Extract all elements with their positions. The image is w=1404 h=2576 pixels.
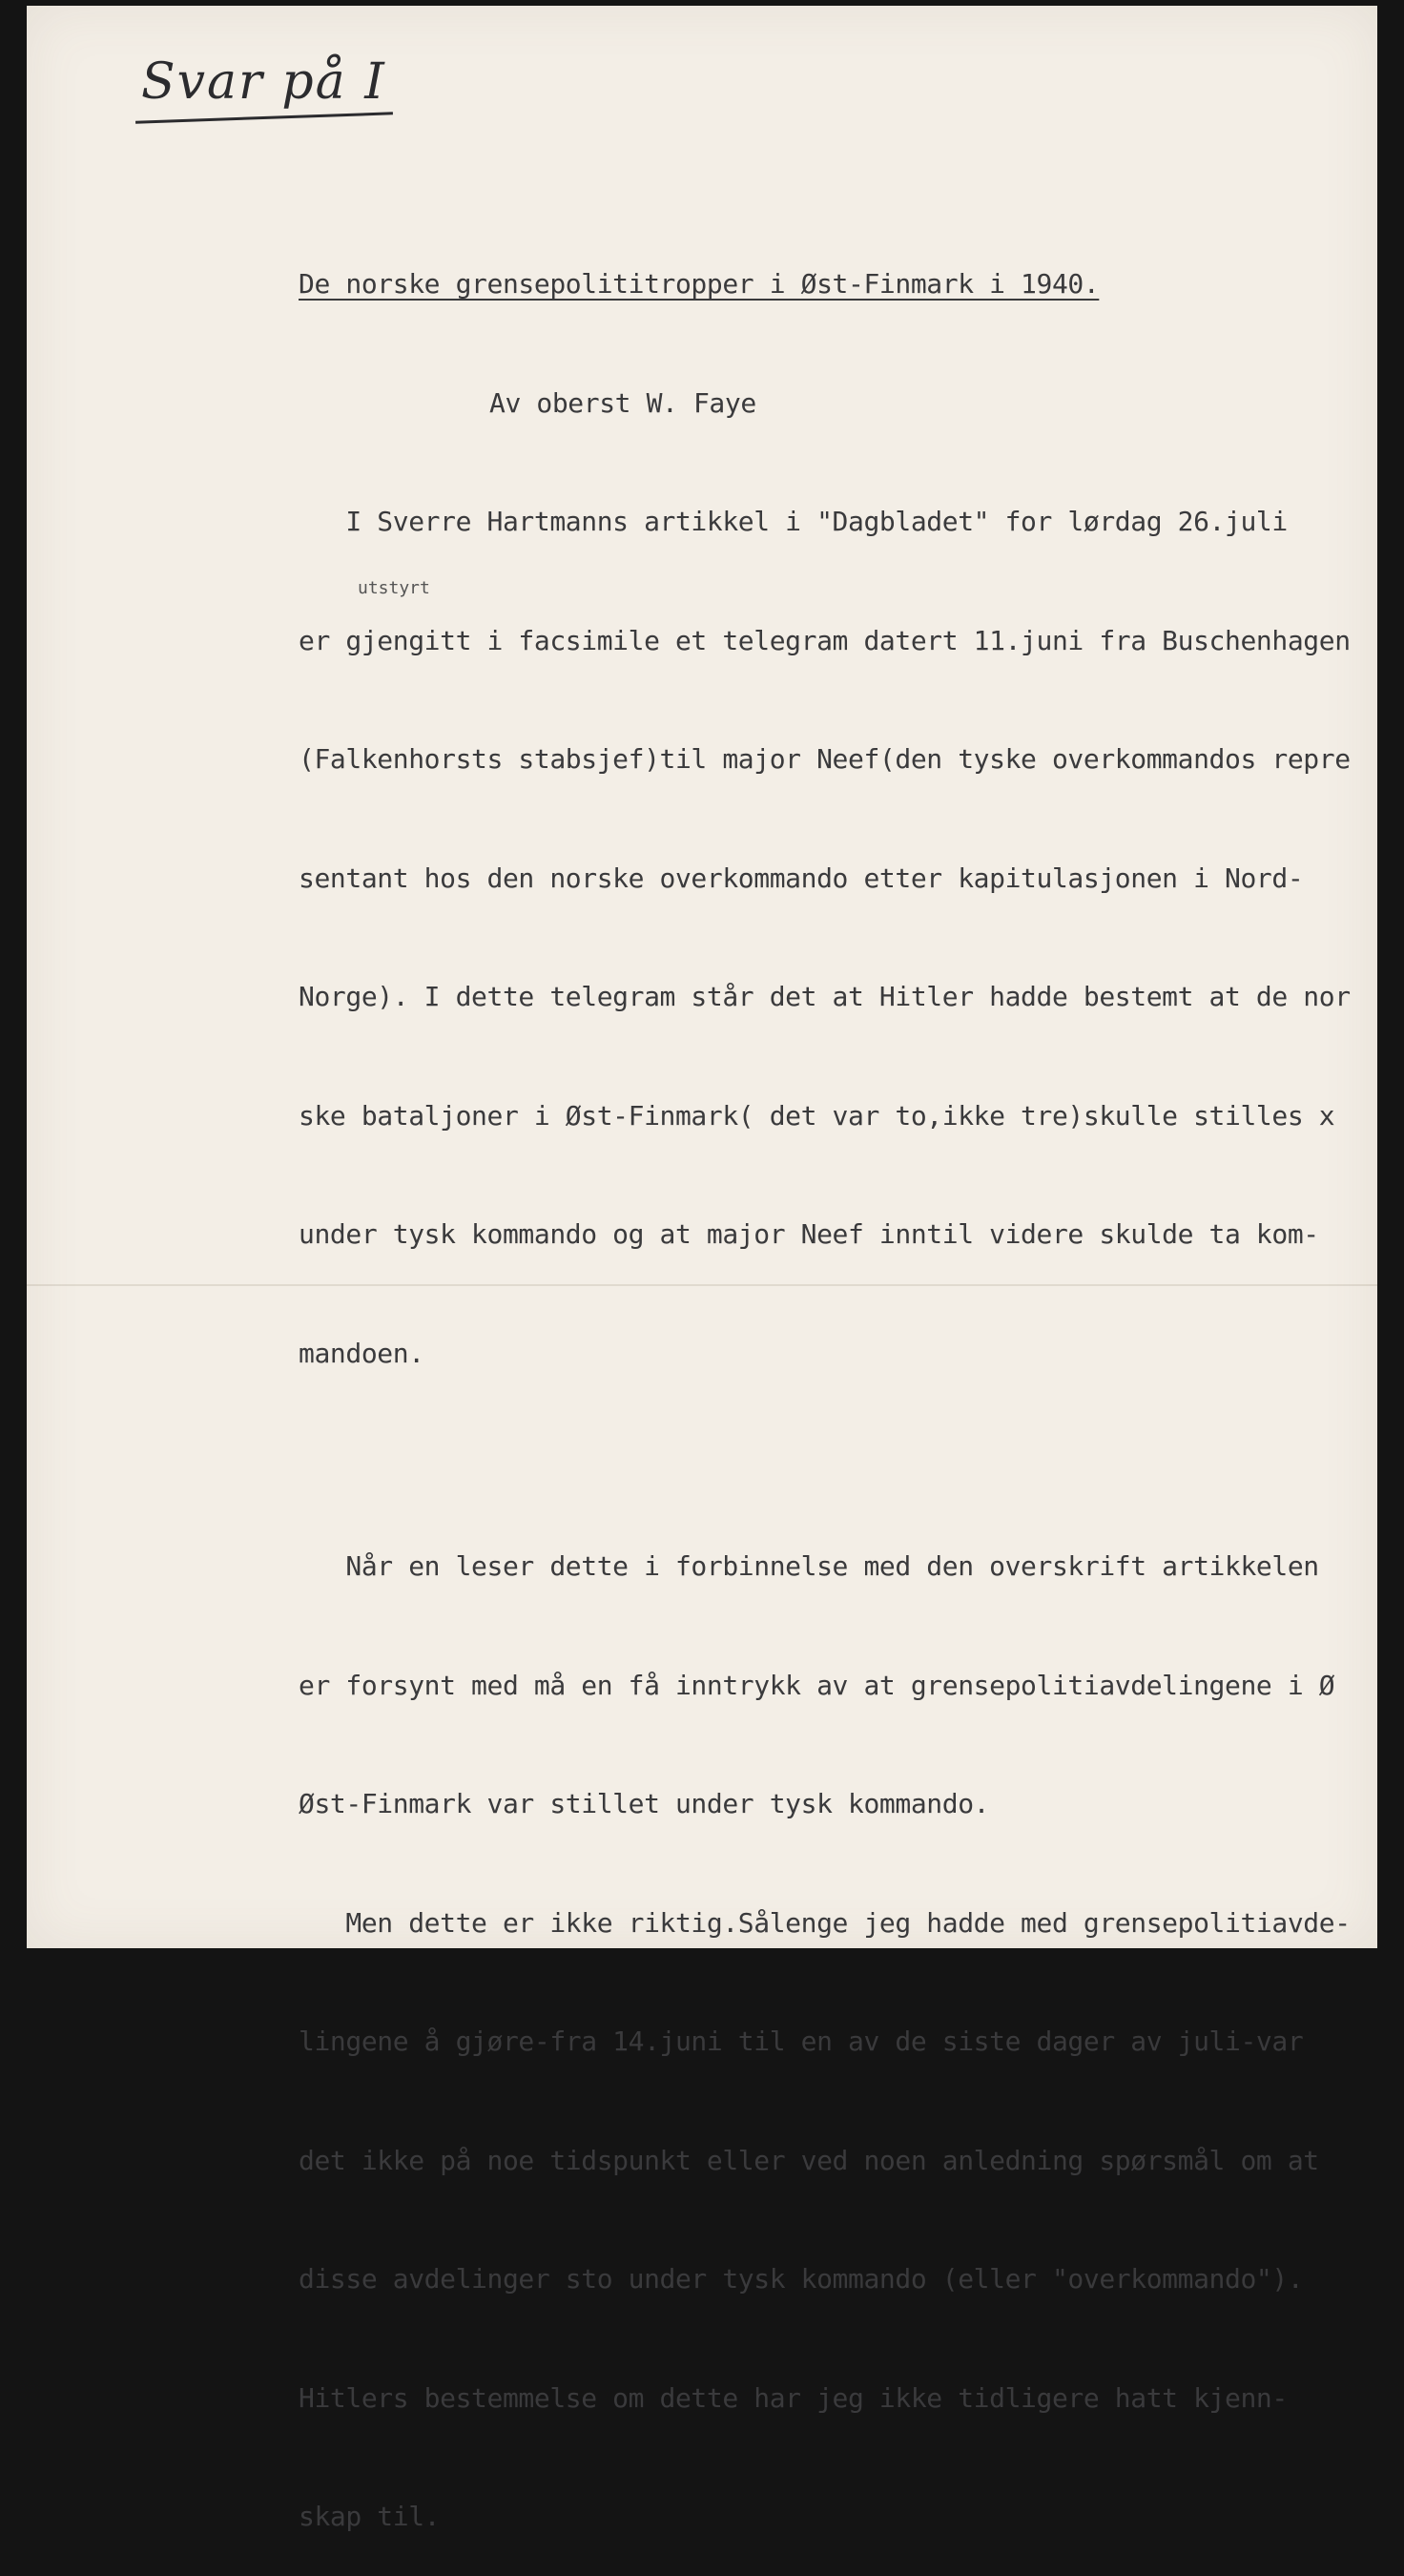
typed-text — [299, 185, 1367, 2576]
handwritten-note: Svar på I — [141, 53, 386, 111]
text-line: Men dette er ikke riktig.Sålenge jeg hadde med grensepolitiavde- — [299, 1906, 1351, 1939]
text-line: mandoen. — [299, 1337, 424, 1369]
text-line: Øst-Finmark var stillet under tysk kommando. — [299, 1788, 990, 1819]
text-line: Norge). I dette telegram står det at Hitler hadde bestemt at de nor — [299, 981, 1351, 1012]
text-line: sentant hos den norske overkommando etter kapitulasjonen i Nord- — [299, 862, 1304, 894]
paragraph-gap — [299, 1452, 1367, 1467]
text-line: det ikke på noe tidspunkt eller ved noen anledning spørsmål om at — [299, 2144, 1319, 2176]
handwritten-underline — [135, 112, 393, 123]
typed-correction: utstyrt — [358, 578, 430, 598]
text-line: er gjengitt i facsimile et telegram datert 11.juni fra Buschenhagen — [299, 624, 1351, 656]
text-line: lingene å gjøre-fra 14.juni til en av de siste dager av juli-var — [299, 2025, 1304, 2057]
document-title: De norske grensepolititropper i Øst-Finmark i 1940. — [299, 268, 1100, 300]
text-line: skap til. — [299, 2501, 441, 2532]
text-line: under tysk kommando og at major Neef inntil videre skulde ta kom- — [299, 1218, 1319, 1250]
text-line: (Falkenhorsts stabsjef)til major Neef(den tyske overkommandos repre — [299, 743, 1351, 775]
text-line: disse avdelinger sto under tysk kommando (eller "overkommando"). — [299, 2263, 1304, 2295]
text-line: I Sverre Hartmanns artikkel i "Dagbladet" for lørdag 26.juli — [299, 506, 1288, 537]
byline: Av oberst W. Faye — [489, 386, 756, 419]
text-line: ske bataljoner i Øst-Finmark( det var to,ikke tre)skulle stilles x — [299, 1099, 1335, 1132]
text-line: Når en leser dette i forbinnelse med den overskrift artikkelen — [299, 1550, 1319, 1582]
text-line: Hitlers bestemmelse om dette har jeg ikke tidligere hatt kjenn- — [299, 2381, 1288, 2414]
text-line: er forsynt med må en få inntrykk av at grensepolitiavdelingene i Ø — [299, 1669, 1335, 1701]
